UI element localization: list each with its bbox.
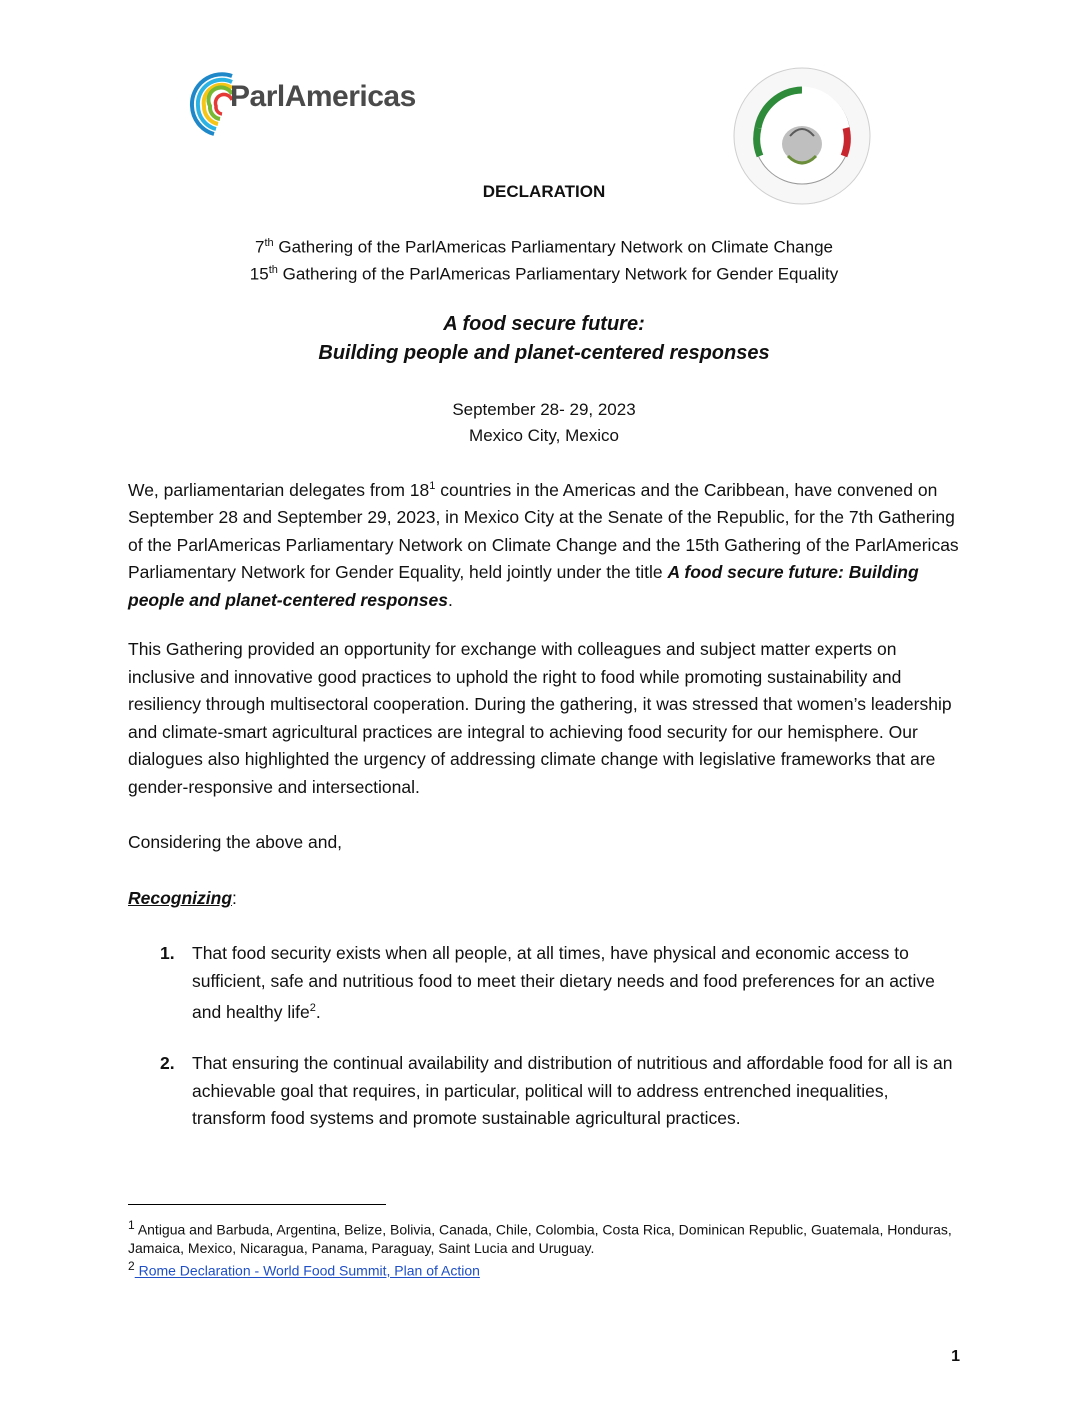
page-number: 1 (951, 1348, 960, 1365)
document-heading: DECLARATION (482, 182, 606, 201)
declaration-title-line-2: Building people and planet-centered responses (318, 342, 770, 364)
list-item-text: That ensuring the continual availability and distribution of nutritious and affordable food for all is an achievable goal that requires, in particular, political will to address entrenched inequalities, transform food systems and promote sustainable agricultural practices. (192, 1053, 953, 1128)
context-paragraph: This Gathering provided an opportunity for exchange with colleagues and subject matter experts on inclusive and innovative good practices to uphold the right to food while promoting sustainability and resiliency through multisectoral cooperation. During the gathering, it was stressed that women’s leadership and climate-smart agricultural practices are integral to achieving food security for our hemisphere. Our dialogues also highlighted the urgency of addressing climate change with legislative frameworks that are gender-responsive and intersectional. (128, 639, 952, 797)
intro-end: . (447, 589, 453, 610)
footnote-1 (128, 1216, 964, 1257)
rome-declaration-link[interactable]: Rome Declaration - World Food Summit, Plan of Action (134, 1262, 480, 1279)
list-item-number: 1. (160, 943, 175, 963)
list-item (128, 1050, 964, 1134)
list-item-1-end: . (315, 1001, 321, 1022)
footnote-ref-2[interactable]: 2 (309, 1002, 316, 1014)
declaration-title-line-1: A food secure future: (443, 313, 645, 335)
footnote-2-number: 2 (128, 1259, 135, 1273)
event-location: Mexico City, Mexico (469, 426, 619, 445)
intro-title-emphasis: A food secure future: Building people and planet-centered responses (128, 562, 919, 610)
list-item-text (192, 940, 964, 1026)
parlamericas-logo-text: ParlAmericas (230, 80, 416, 113)
gathering-1-suffix: th (264, 237, 274, 249)
intro-part-2: countries in the Americas and the Caribbean, have convened on September 28 and September 29, 2023, in Mexico City at the Senate of the Republic, for the 7th Gathering of the ParlAmericas Parliamentary Network on Climate Change and the 15th Gathering of the ParlAmericas Parliamentary Network for Gender Equality, held jointly under the title (128, 479, 959, 583)
considering-paragraph: Considering the above and, (128, 832, 343, 852)
gathering-1-text: Gathering of the ParlAmericas Parliamentary Network on Climate Change (273, 237, 833, 257)
gathering-2-text: Gathering of the ParlAmericas Parliamentary Network for Gender Equality (277, 264, 839, 284)
gathering-1-ordinal: 7 (254, 237, 265, 257)
recognizing-label: Recognizing (128, 888, 233, 908)
gathering-2-ordinal: 15 (249, 264, 269, 284)
recognizing-colon: : (232, 888, 237, 908)
parlamericas-logo (186, 66, 456, 138)
event-date: September 28- 29, 2023 (452, 400, 636, 419)
footnote-2 (128, 1257, 964, 1280)
footnote-ref-1[interactable]: 1 (429, 480, 436, 492)
list-item-number: 2. (160, 1053, 175, 1073)
footnote-1-text: Antigua and Barbuda, Argentina, Belize, Bolivia, Canada, Chile, Colombia, Costa Rica, Dominican Republic, Guatemala, Honduras, Jamaica, Mexico, Nicaragua, Panama, Paraguay, Saint Lucia and Uruguay. (128, 1221, 952, 1256)
gathering-line-2 (0, 257, 1088, 288)
recognizing-heading (128, 885, 964, 913)
list-item-1-body: That food security exists when all people, at all times, have physical and economic access to sufficient, safe and nutritious food to meet their dietary needs and food preferences for an active and healthy life (192, 943, 935, 1022)
footnote-divider (128, 1204, 386, 1205)
list-item (128, 940, 964, 1024)
footnote-1-number: 1 (128, 1218, 135, 1232)
intro-part-1: We, parliamentarian delegates from 18 (128, 479, 430, 500)
gathering-2-suffix: th (268, 264, 278, 276)
intro-paragraph (128, 473, 964, 614)
